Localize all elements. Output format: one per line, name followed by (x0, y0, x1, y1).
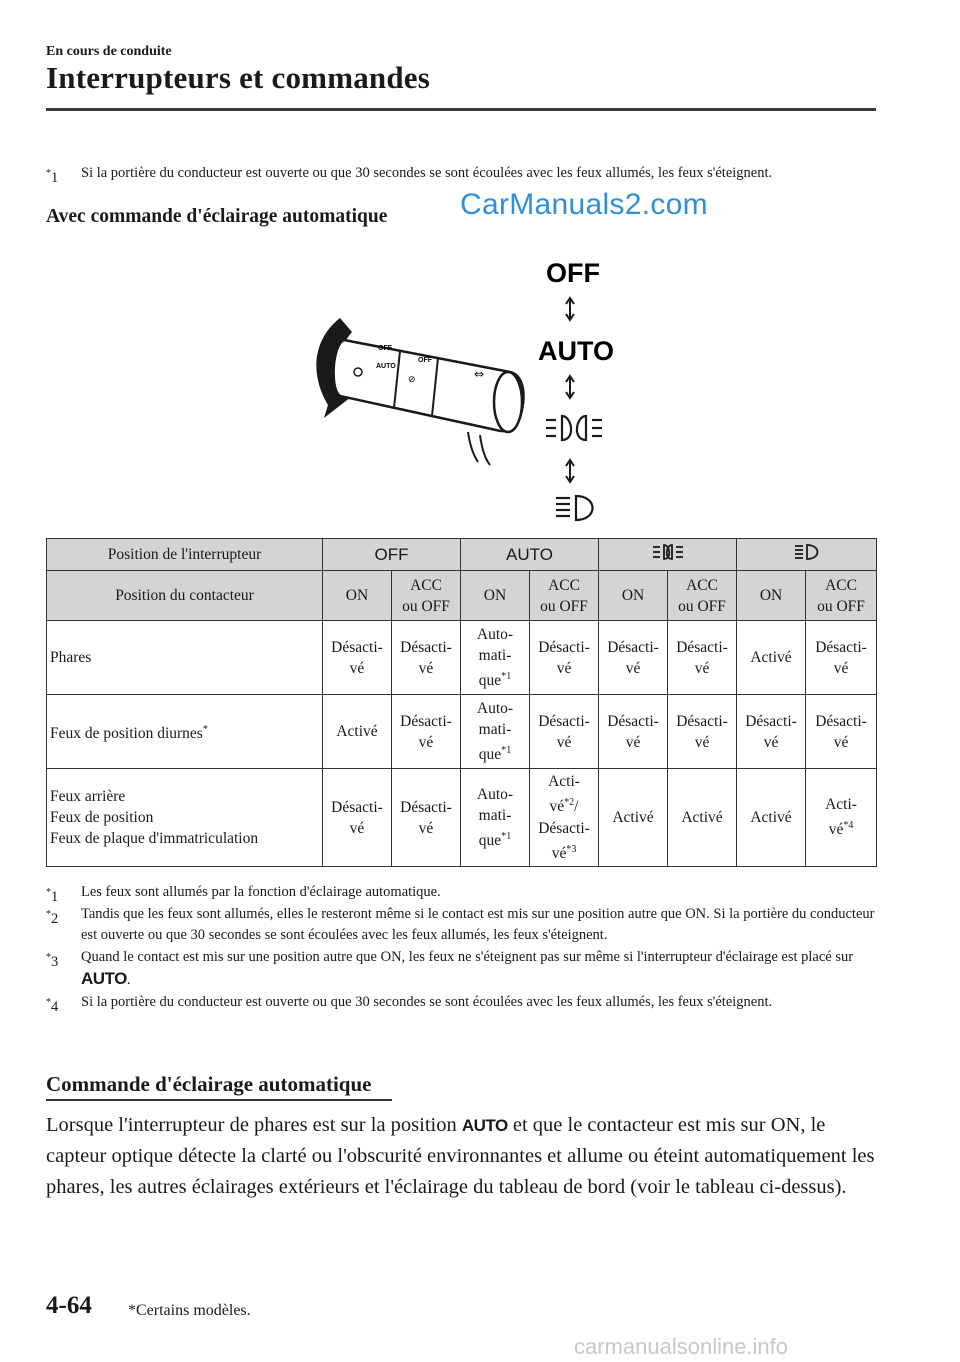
cell-deactivated: Désacti- vé (392, 769, 461, 867)
header-pos-off: OFF (323, 539, 461, 571)
cell-acc: ACC ou OFF (392, 571, 461, 621)
header-pos-side-lights (599, 539, 737, 571)
cell-on: ON (323, 571, 392, 621)
stalk-tip (494, 372, 522, 432)
fog-icon: ⊘ (408, 375, 416, 385)
cell-deactivated: Désacti- vé (530, 695, 599, 769)
table-row-tail-lights (47, 769, 877, 867)
footnote: *2 Tandis que les feux sont allumés, elles le resteront même si le contact est mis sur une position autre que ON. Si la portière du conducteur est ouverte ou que 30 secondes se sont écoulées avec les feux allumés, les feux s'éteignent. (46, 906, 875, 943)
cell-deactivated: Désacti- vé (599, 621, 668, 695)
cell-activated-note: Acti- $vé^{*4}$ (806, 769, 877, 867)
table-row-ignition-position (47, 571, 877, 621)
cell-on: ON (461, 571, 530, 621)
footer-note: *Certains modèles. (128, 1302, 251, 1319)
headlights-icon (793, 543, 821, 561)
cell-acc: ACC ou OFF (668, 571, 737, 621)
table-footnotes (46, 882, 876, 1014)
body-paragraph: Lorsque l'interrupteur de phares est sur la position AUTO et que le contacteur est mis sur ON, le capteur optique détecte la clarté ou l'obscurité environnantes et allume ou éteint automatiquement les phares, les autres éclairages extérieurs et l'éclairage du tableau de bord (voir le tableau ci-dessus). (46, 1114, 875, 1198)
auto-icon: AUTO (461, 1116, 508, 1135)
position-label-off: OFF (546, 258, 600, 288)
header-switch-position: Position de l'interrupteur (47, 539, 323, 571)
cell-activated: Activé (599, 769, 668, 867)
cell-acc: ACC ou OFF (530, 571, 599, 621)
row-label-drl: Feux de position diurnes* (47, 695, 323, 769)
cell-deactivated: Désacti- vé (392, 621, 461, 695)
cell-deactivated: Désacti- vé (668, 621, 737, 695)
header-pos-headlights (737, 539, 877, 571)
position-label-auto: AUTO (538, 336, 615, 366)
light-switch-table (46, 538, 877, 867)
footnote-marker: *1 (46, 168, 59, 186)
auto-icon: AUTO (81, 969, 127, 988)
cell-on: ON (737, 571, 806, 621)
cell-automatic: Auto- mati- que$^{*1}$ (461, 621, 530, 695)
section-subheading: Avec commande d'éclairage automatique (46, 206, 388, 227)
auto-lighting-heading: Commande d'éclairage automatique (46, 1072, 372, 1096)
headlight-switch-diagram (300, 250, 630, 532)
headlights-icon (556, 496, 593, 520)
footnote: *3 Quand le contact est mis sur une position autre que ON, les feux ne s'éteignent pas sur même si l'interrupteur d'éclairage est placé sur AUTO. (46, 949, 854, 988)
title-rule (46, 108, 876, 111)
cell-deactivated: Désacti- vé (392, 695, 461, 769)
header-pos-auto: AUTO (461, 539, 599, 571)
cell-deactivated: Désacti- vé (323, 769, 392, 867)
double-arrow-icon-2 (566, 376, 574, 398)
cell-activated: Activé (323, 695, 392, 769)
cell-deactivated: Désacti- vé (668, 695, 737, 769)
page-title: Interrupteurs et commandes (46, 60, 431, 95)
cell-automatic: Auto- mati- que$^{*1}$ (461, 695, 530, 769)
footnote: *4 Si la portière du conducteur est ouverte ou que 30 secondes se sont écoulées avec les feux allumés, les feux s'éteignent. (46, 994, 773, 1015)
cell-automatic: Auto- mati- que$^{*1}$ (461, 769, 530, 867)
double-arrow-icon-3 (566, 460, 574, 482)
watermark-top: CarManuals2.com (460, 188, 708, 221)
header-ignition-position: Position du contacteur (47, 571, 323, 621)
page-number: 4-64 (46, 1292, 92, 1319)
stalk-label-off: OFF (378, 345, 392, 352)
cell-deactivated: Désacti- vé (806, 621, 877, 695)
cell-activated-deactivated: Acti- $vé^{*2}/$ Désacti- $vé^{*3}$ (530, 769, 599, 867)
flash-arrows-icon: ⇔ (474, 367, 485, 381)
watermark-bottom: carmanualsonline.info (574, 1334, 789, 1359)
row-label-phares: Phares (47, 621, 323, 695)
stalk-cable (480, 435, 490, 465)
side-lights-icon (651, 543, 685, 561)
table-row-drl (47, 695, 877, 769)
stalk-label-auto: AUTO (376, 363, 396, 370)
heading-underline (46, 1099, 392, 1101)
row-label-tail-lights: Feux arrière Feux de position Feux de plaque d'immatriculation (47, 769, 323, 867)
footnote-text: Si la portière du conducteur est ouverte ou que 30 secondes se sont écoulées avec les feux allumés, les feux s'éteignent. (81, 165, 773, 181)
cell-activated: Activé (668, 769, 737, 867)
footnote: *1 Les feux sont allumés par la fonction d'éclairage automatique. (46, 884, 441, 905)
table-row-headlights (47, 621, 877, 695)
cell-deactivated: Désacti- vé (599, 695, 668, 769)
cell-deactivated: Désacti- vé (530, 621, 599, 695)
cell-deactivated: Désacti- vé (323, 621, 392, 695)
side-lights-icon (546, 416, 602, 440)
stalk-label-off-2: OFF (418, 357, 432, 364)
cell-deactivated: Désacti- vé (806, 695, 877, 769)
cell-on: ON (599, 571, 668, 621)
table-row-switch-position (47, 539, 877, 571)
cell-activated: Activé (737, 769, 806, 867)
cell-activated: Activé (737, 621, 806, 695)
cell-deactivated: Désacti- vé (737, 695, 806, 769)
top-footnote (46, 163, 876, 184)
section-label: En cours de conduite (46, 44, 172, 59)
double-arrow-icon (566, 298, 574, 320)
cell-acc: ACC ou OFF (806, 571, 877, 621)
